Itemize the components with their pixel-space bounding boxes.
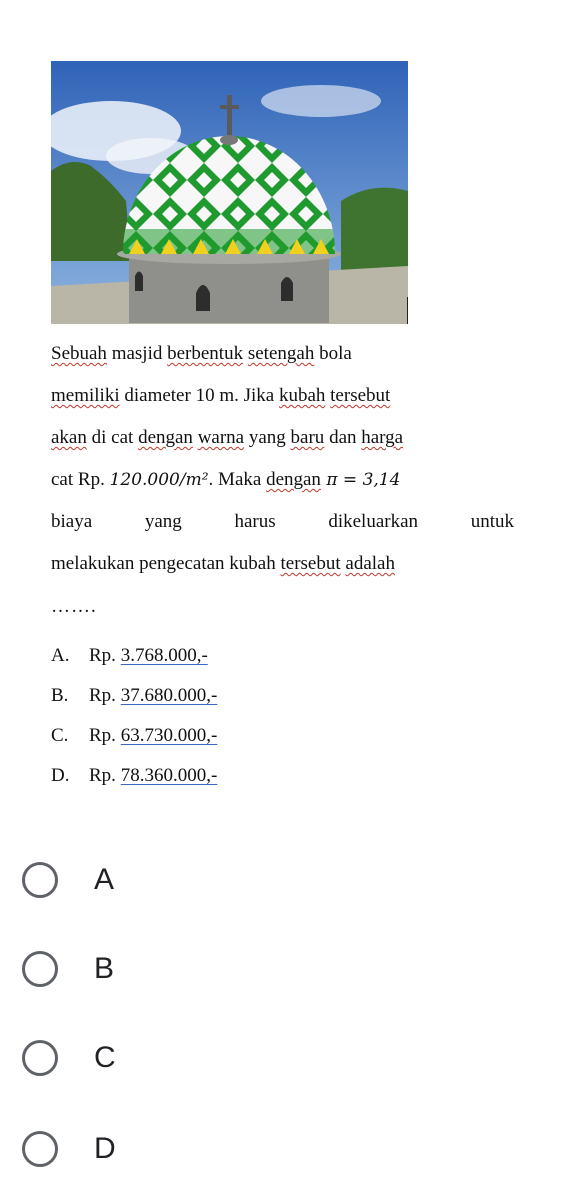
dome-photo xyxy=(51,61,408,324)
answer-blank: ……. xyxy=(51,596,97,617)
option-d xyxy=(51,756,217,796)
option-c xyxy=(51,716,217,756)
word: baru xyxy=(290,427,325,448)
word: Sebuah xyxy=(51,343,107,364)
word: bola xyxy=(314,343,352,364)
choice-label-a: A xyxy=(94,863,115,896)
option-prefix: Rp. xyxy=(89,765,121,786)
radio-button-c[interactable] xyxy=(22,1040,58,1076)
option-a xyxy=(51,636,217,676)
word: berbentuk xyxy=(167,343,244,364)
question-text xyxy=(51,333,514,585)
choice-c[interactable] xyxy=(22,1028,116,1088)
option-prefix: Rp. xyxy=(89,725,121,746)
pi-formula: π = 3,14 xyxy=(320,470,401,490)
word: tersebut xyxy=(280,553,341,574)
option-b xyxy=(51,676,217,716)
question-line: biaya yang harus dikeluarkan untuk xyxy=(51,511,514,532)
word: kubah xyxy=(278,385,326,406)
choice-label-b: B xyxy=(94,952,115,985)
word: yang xyxy=(244,427,291,448)
option-amount: 37.680.000,- xyxy=(120,685,218,706)
option-amount: 78.360.000,- xyxy=(120,765,218,786)
option-letter: C. xyxy=(51,725,69,746)
word: diameter 10 m. Jika xyxy=(119,385,279,406)
word: warna xyxy=(197,427,245,448)
option-letter: B. xyxy=(51,685,69,706)
option-prefix: Rp. xyxy=(89,685,121,706)
word: setengah xyxy=(247,343,315,364)
price-formula: 120.000/m² xyxy=(109,470,209,490)
radio-button-a[interactable] xyxy=(22,862,58,898)
choice-label-c: C xyxy=(94,1041,116,1074)
option-amount: 63.730.000,- xyxy=(120,725,218,746)
word: dan xyxy=(324,427,362,448)
choice-a[interactable] xyxy=(22,850,114,910)
word: di cat xyxy=(86,427,139,448)
choice-label-d: D xyxy=(94,1132,116,1165)
word: akan xyxy=(51,427,87,448)
choice-d[interactable] xyxy=(22,1119,116,1179)
radio-button-d[interactable] xyxy=(22,1131,58,1167)
word: masjid xyxy=(106,343,168,364)
option-letter: A. xyxy=(51,645,70,666)
word: adalah xyxy=(345,553,395,574)
word: memiliki xyxy=(51,385,120,406)
word: melakukan pengecatan kubah xyxy=(51,553,281,574)
radio-button-b[interactable] xyxy=(22,951,58,987)
option-amount: 3.768.000,- xyxy=(120,645,208,666)
option-prefix: Rp. xyxy=(89,645,121,666)
word: . Maka xyxy=(208,469,267,490)
word: dengan xyxy=(266,469,321,490)
word: cat Rp. xyxy=(51,469,110,490)
option-letter: D. xyxy=(51,765,70,786)
answer-options-list xyxy=(51,636,217,796)
word: harga xyxy=(361,427,404,448)
word: tersebut xyxy=(330,385,391,406)
word: dengan xyxy=(138,427,193,448)
choice-b[interactable] xyxy=(22,939,114,999)
